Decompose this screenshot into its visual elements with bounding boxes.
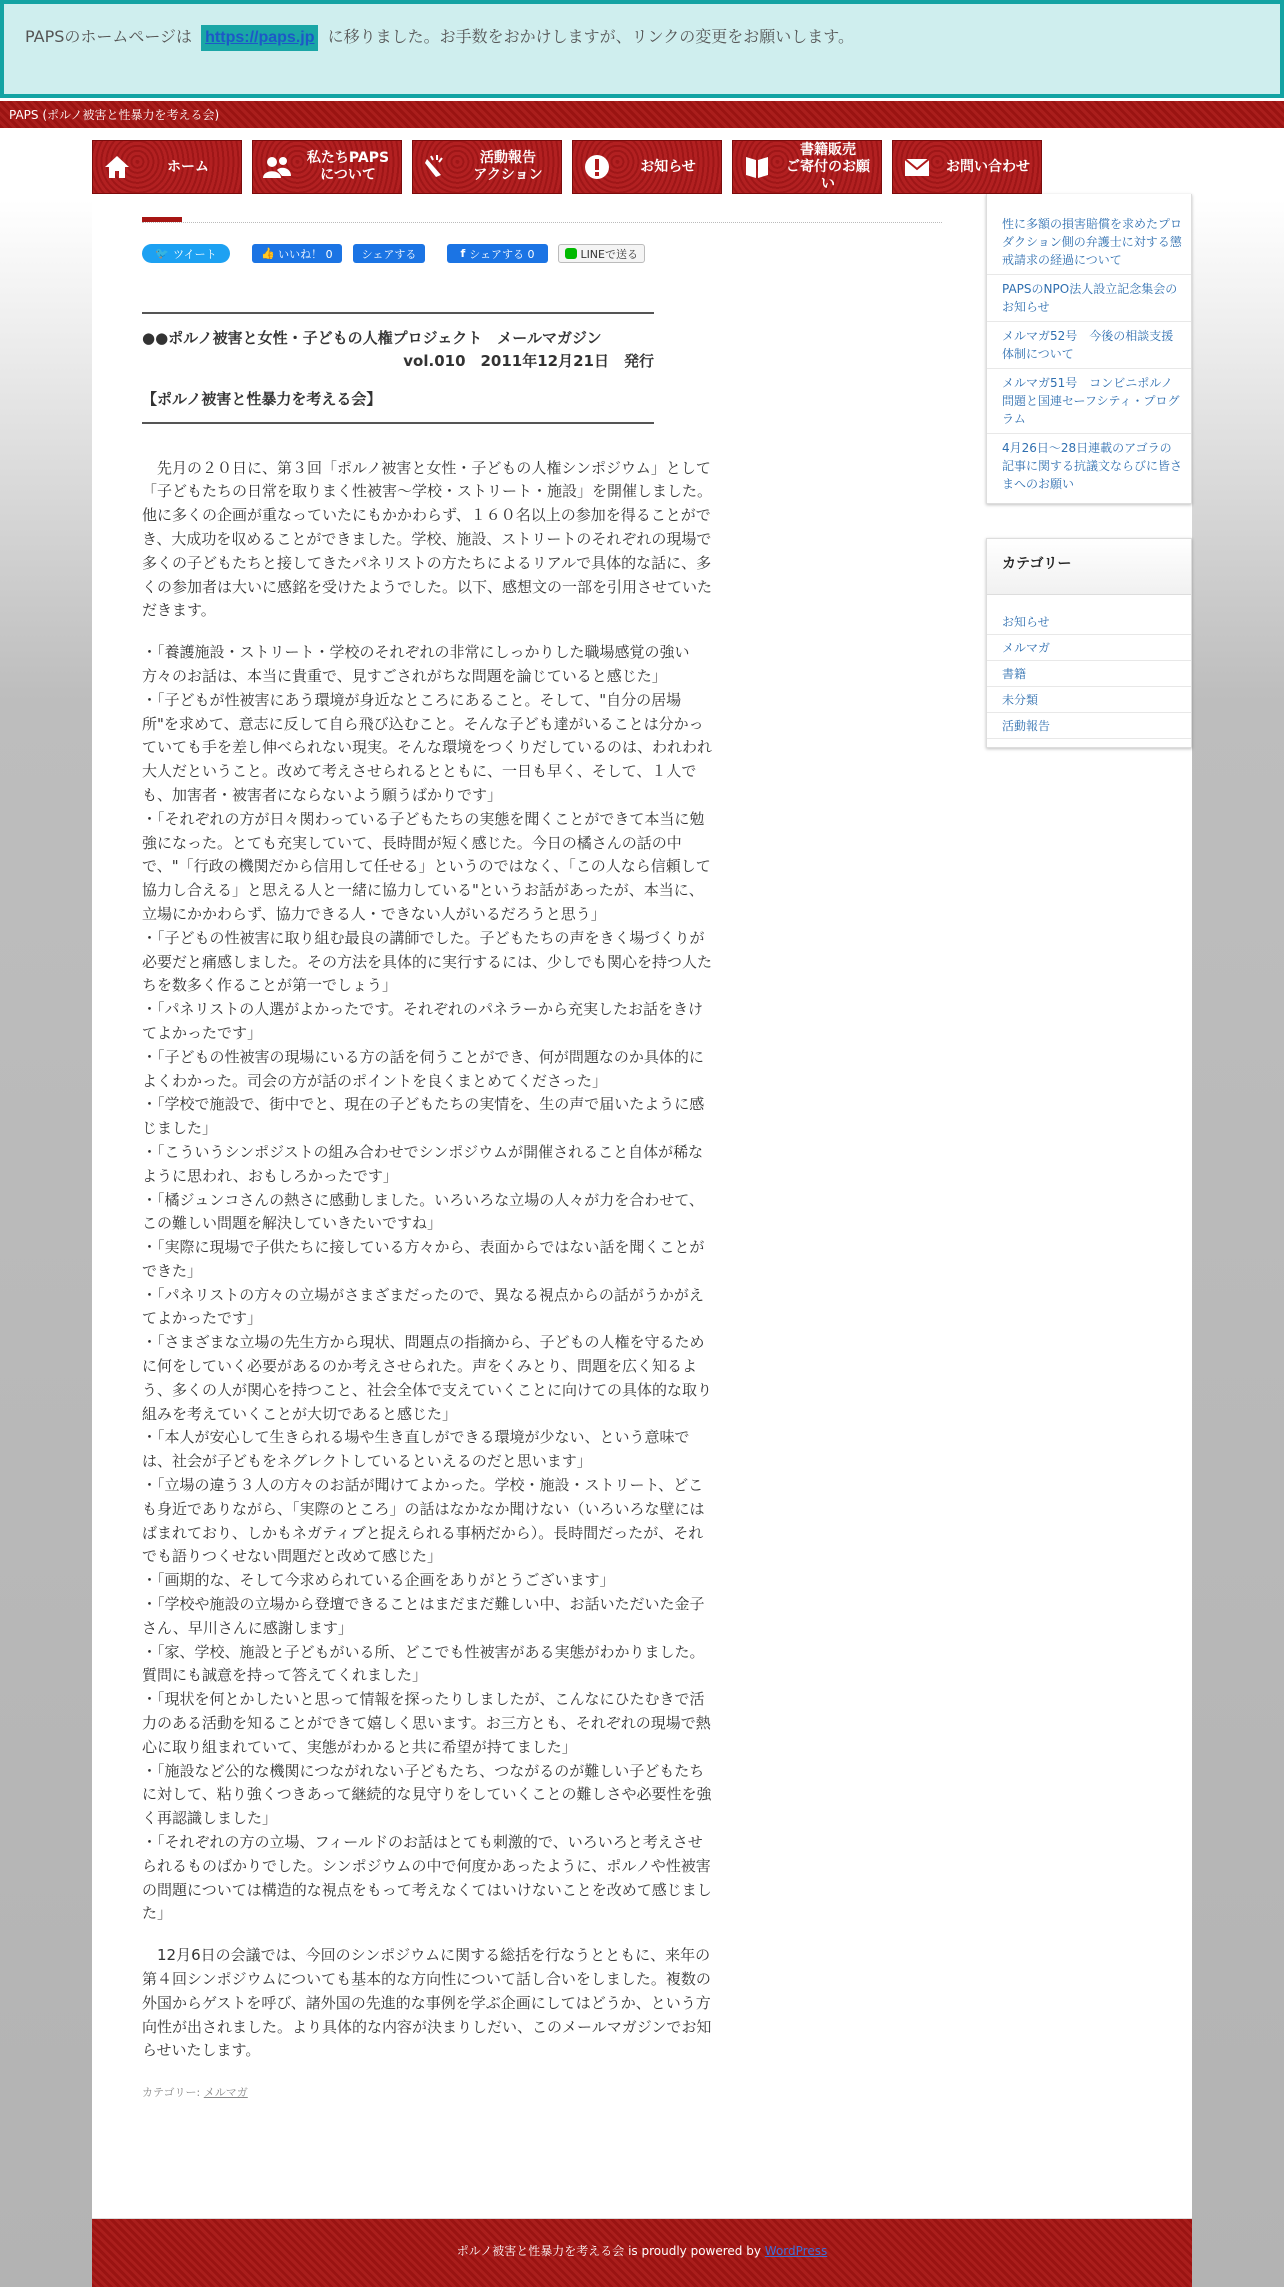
- site-footer: [92, 2218, 1192, 2287]
- tweet-button[interactable]: [142, 244, 230, 263]
- category-link[interactable]: 書籍: [987, 661, 1191, 687]
- nav-books-donation[interactable]: [732, 140, 882, 194]
- post-heading-accent: [142, 217, 182, 222]
- intro-paragraph: 先月の２０日に、第３回「ポルノ被害と女性・子どもの人権シンポジウム」として「子どもたちの日常を取りまく性被害～学校・ストリート・施設」を開催しました。他に多くの企画が重なっていたにもかかわらず、１６０名以上の参加を得ることができ、大成功を収めることができました。学校、施設、ストリートのそれぞれの現場で多くの子どもたちと接してきたパネリストの方たちによるリアルで具体的な話に、多くの参加者は大いに感銘を受けたようでした。以下、感想文の一部を引用させていただきます。: [142, 458, 713, 620]
- category-link[interactable]: 未分類: [987, 687, 1191, 713]
- footer-credit: [92, 2242, 1192, 2259]
- category-link[interactable]: 活動報告: [987, 713, 1191, 739]
- quote-item: ・「養護施設・ストリート・学校のそれぞれの非常にしっかりした職場感覚の強い方々のお話は、本当に貴重で、見すごされがちな問題を論じていると感じた」: [142, 643, 690, 685]
- quote-item: ・「施設など公的な機関につながれない子どもたち、つながるのが難しい子どもたちに対して、粘り強くつきあって継続的な見守りをしていくことの難しさや必要性を強く再認識しました」: [142, 1761, 712, 1828]
- quote-item: ・「学校で施設で、街中でと、現在の子どもたちの実情を、生の声で届いたように感じました」: [142, 1095, 705, 1138]
- facebook-share-label: シェアする 0: [469, 247, 535, 261]
- quote-item: ・「家、学校、施設と子どもがいる所、どこでも性被害がある実態がわかりました。質問にも誠意を持って答えてくれました」: [142, 1642, 705, 1685]
- post-category: [142, 2081, 712, 2105]
- megaphone-icon: [413, 153, 461, 181]
- home-icon: [93, 154, 141, 180]
- footer-wordpress-link[interactable]: WordPress: [764, 2244, 828, 2258]
- notice-banner: [0, 0, 1284, 98]
- quote-item: ・「それぞれの方の立場、フィールドのお話はとても刺激的で、いろいろと考えさせられるものばかりでした。シンポジウムの中で何度かあったように、ポルノや性被害の問題については構造的な視点をもって考えなくてはいけないことを改めて感じました」: [142, 1833, 712, 1923]
- tweet-label: ツイート: [173, 247, 217, 261]
- recent-post-link[interactable]: メルマガ51号 コンビニポルノ問題と国連セーフシティ・プログラム: [987, 369, 1191, 434]
- quote-item: ・「子どもが性被害にあう環境が身近なところにあること。そして、"自分の居場所"を求めて、意志に反して自ら飛び込むこと。そんな子ども達がいることは分かっていても手を差し伸べられない現実。そんな環境をつくりだしているのは、われわれ大人だということ。改めて考えさせられるとともに、一日も早く、そして、１人でも、加害者・被害者にならないよう願うばかりです」: [142, 690, 713, 804]
- recent-post-link[interactable]: PAPSのNPO法人設立記念集会のお知らせ: [987, 275, 1191, 322]
- quote-item: ・「子どもの性被害に取り組む最良の講師でした。子どもたちの声をきく場づくりが必要だと痛感しました。その方法を具体的に実行するには、少しでも関心を持つ人たちを数多く作ることが第一でしょう」: [142, 928, 713, 995]
- recent-posts-widget: [986, 194, 1192, 504]
- quote-item: ・「現状を何とかしたいと思って情報を探ったりしましたが、こんなにひたむきで活力のある活動を知ることができて嬉しく思います。お三方とも、それぞれの現場で熱心に取り組まれていて、実態がわかると共に希望が持てました」: [142, 1690, 711, 1756]
- post-category-label: カテゴリー:: [142, 2086, 201, 2100]
- categories-title: カテゴリー: [987, 539, 1191, 595]
- quote-item: ・「立場の違う３人の方々のお話が聞けてよかった。学校・施設・ストリート、どこも身近でありながら、「実際のところ」の話はなかなか聞けない（いろいろな壁にはばまれており、しかもネガティブと捉えられる事柄だから）。長時間だったが、それでも語りつくせない問題だと改めて感じた」: [142, 1476, 705, 1566]
- article-bottom-rule: [142, 422, 654, 424]
- recent-posts-list: [987, 194, 1191, 503]
- article-top-rule: [142, 312, 654, 314]
- nav-contact[interactable]: [892, 140, 1042, 194]
- nav-home[interactable]: [92, 140, 242, 194]
- post-category-link[interactable]: メルマガ: [203, 2086, 248, 2100]
- line-share-button[interactable]: [558, 244, 645, 263]
- people-icon: [253, 154, 301, 180]
- quote-item: ・「本人が安心して生きられる場や生き直しができる環境が少ない、という意味では、社会が子どもをネグレクトしているといえるのだと思います」: [142, 1428, 690, 1471]
- twitter-icon: 🐦: [155, 247, 170, 260]
- notice-suffix: に移りました。お手数をおかけしますが、リンクの変更をお願いします。: [327, 27, 854, 46]
- share-button[interactable]: [353, 244, 425, 263]
- post-heading-divider: [142, 215, 942, 223]
- nav-contact-label: お問い合わせ: [946, 158, 1030, 175]
- book-icon: [733, 153, 781, 181]
- facebook-share-button[interactable]: [447, 244, 548, 263]
- categories-widget: [986, 538, 1192, 748]
- nav-books-donation-label: 書籍販売 ご寄付のお願い: [786, 141, 870, 192]
- nav-news-label: お知らせ: [640, 158, 696, 175]
- nav-activities-label: 活動報告 アクション: [473, 150, 543, 183]
- recent-post-link[interactable]: メルマガ52号 今後の相談支援体制について: [987, 322, 1191, 369]
- quote-item: ・「橘ジュンコさんの熱さに感動しました。いろいろな立場の人々が力を合わせて、この難しい問題を解決していきたいですね」: [142, 1190, 704, 1233]
- notice-link[interactable]: https://paps.jp: [201, 25, 318, 51]
- quote-item: ・「さまざまな立場の先生方から現状、問題点の指摘から、子どもの人権を守るために何をしていく必要があるのか考えさせられた。声をくみとり、問題を広く知るよう、多くの人が関心を持つこと、社会全体で支えていくことに向けての具体的な取り組みを考えていくことが大切であると感じた」: [142, 1333, 713, 1423]
- quote-list: [142, 641, 712, 1926]
- recent-post-link[interactable]: 性に多額の損害賠償を求めたプロダクション側の弁護士に対する懲戒請求の経過について: [987, 194, 1191, 275]
- quote-item: ・「パネリストの人選がよかったです。それぞれのパネラーから充実したお話をきけてよかったです」: [142, 1000, 704, 1042]
- like-label: いいね！ 0: [278, 247, 333, 261]
- category-link[interactable]: お知らせ: [987, 609, 1191, 635]
- magazine-title: ●●ポルノ被害と女性・子どもの人権プロジェクト メールマガジン: [142, 329, 602, 347]
- nav-activities[interactable]: [412, 140, 562, 194]
- quote-item: ・「子どもの性被害の現場にいる方の話を伺うことができ、何が問題なのか具体的によくわかった。司会の方が話のポイントを良くまとめてくださった」: [142, 1047, 704, 1090]
- nav-news[interactable]: [572, 140, 722, 194]
- share-label: シェアする: [361, 247, 417, 261]
- line-share-label: LINEで送る: [580, 247, 638, 261]
- like-button[interactable]: [252, 244, 342, 263]
- magazine-volume: vol.010 2011年12月21日 発行: [403, 352, 654, 370]
- quote-item: ・「学校や施設の立場から登壇できることはまだまだ難しい中、お話いただいた金子さん、早川さんに感謝します」: [142, 1595, 705, 1637]
- recent-post-link[interactable]: 4月26日〜28日連載のアゴラの記事に関する抗議文ならびに皆さまへのお願い: [1002, 441, 1183, 491]
- notice-text: [25, 24, 854, 51]
- nav-home-label: ホーム: [167, 158, 209, 175]
- notice-prefix: PAPSのホームページは: [25, 27, 193, 46]
- footer-text: ポルノ被害と性暴力を考える会 is proudly powered by: [456, 2244, 761, 2258]
- nav-about[interactable]: [252, 140, 402, 194]
- thumbs-up-icon: 👍: [261, 247, 276, 260]
- quote-item: ・「画期的な、そして今求められている企画をありがとうございます」: [142, 1571, 615, 1590]
- envelope-icon: [893, 156, 941, 178]
- category-link[interactable]: メルマガ: [987, 635, 1191, 661]
- line-icon: [565, 248, 577, 259]
- magazine-organization: 【ポルノ被害と性暴力を考える会】: [142, 389, 382, 408]
- quote-item: ・「こういうシンポジストの組み合わせでシンポジウムが開催されること自体が稀なように思われ、おもしろかったです」: [142, 1142, 704, 1185]
- site-title[interactable]: PAPS (ポルノ被害と性暴力を考える会): [9, 108, 220, 122]
- quote-item: ・「パネリストの方々の立場がさまざまだったので、異なる視点からの話がうかがえてよかったです」: [142, 1285, 704, 1328]
- quote-item: ・「それぞれの方が日々関わっている子どもたちの実態を聞くことができて本当に勉強になった。とても充実していて、長時間が短く感じた。今日の橘さんの話の中で、"「行政の機関だから信用して任せる」というのではなく、「この人なら信頼して協力し合える」と思える人と一緒に協力している"というお話があったが、本当に、立場にかかわらず、協力できる人・できない人がいるだろうと思う」: [142, 809, 711, 923]
- closing-paragraph: 12月6日の会議では、今回のシンポジウムに関する総括を行なうとともに、来年の第４回シンポジウムについても基本的な方向性について話し合いをしました。複数の外国からゲストを呼び、諸外国の先進的な事例を学ぶ企画にしてはどうか、という方向性が出されました。より具体的な内容が決まりしだい、このメールマガジンでお知らせいたします。: [142, 1946, 712, 2060]
- site-header-bar: [0, 101, 1284, 128]
- facebook-icon: f: [460, 247, 466, 260]
- article-body: [142, 300, 712, 2105]
- quote-item: ・「実際に現場で子供たちに接している方々から、表面からではない話を聞くことができた」: [142, 1238, 705, 1280]
- categories-list: [987, 595, 1191, 747]
- exclamation-icon: [573, 153, 621, 181]
- nav-about-label: 私たちPAPS について: [306, 150, 390, 183]
